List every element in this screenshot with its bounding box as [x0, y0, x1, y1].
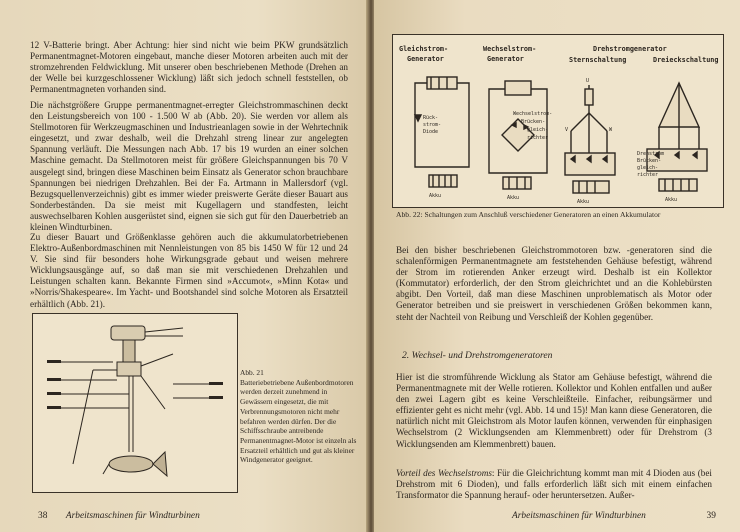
left-paragraph-1: 12 V-Batterie bringt. Aber Achtung: hier sind nicht wie beim PKW grundsätzlich Permanentmagnet-Motoren eingebaut, manche dieser Motoren arbeiten auch mit der stromzehrenden Feldwicklung. Mit unserer oben beschriebenen Methode (Drehen an der Welle bei kurzgeschlossener Wicklung) läßt sich jedoch schnell feststellen, ob Permanentmagneten vorhanden sind. — [30, 40, 348, 95]
abb21-caption-text: Batteriebetriebene Außenbordmotoren werden derzeit zunehmend in Gewässern eingesetzt, die mit Verbrennungsmotoren nicht mehr befahren werden dürfen. Der die Schiffsschraube antreibende Permanentmagnet-Motor ist einzeln als Ersatzteil erhältlich und gut als kleiner Windgenerator geeignet. — [240, 377, 357, 465]
section-heading: 2. Wechsel- und Drehstromgeneratoren — [402, 350, 553, 361]
label-3ph-bridge-3: gleich- — [637, 165, 659, 171]
star-label-w: W — [609, 127, 613, 133]
last-paragraph-text: : Für die Gleichrichtung kommt man mit 4 Dioden aus (bei Drehstrom mit 6 Dioden), und falls erforderlich läßt sich mit einem einfachen Transformator die Spannung herauf- oder heruntersetzen. Außer- — [396, 468, 712, 501]
lead-in: Vorteil des Wechselstroms — [396, 468, 492, 478]
outboard-motor-drawing — [33, 314, 237, 492]
label-reverse-diode-1: Rück- — [423, 115, 439, 121]
right-paragraph-2: Hier ist die stromführende Wicklung als Stator am Gehäuse befestigt, während die Permanentmagnete mit der Welle rotieren. Kollektor und Kohlen entfallen und außer den zwei Lagern gibt es keine Verschleißteile. Einfacher, reibungsärmer und effizienter geht es nicht mehr (vgl. Abb. 14 und 15)! Man kann diese Generatoren, die natürlich nicht mit Gleichstrom als Motor laufen können, verwenden für einphasigen Wechselstrom (2 Wicklungsenden am Klemmenbrett) oder für Drehstrom (3 Wicklungsenden am Klemmenbrett) bauen. — [396, 372, 712, 449]
left-footer — [38, 511, 200, 521]
right-footer — [512, 511, 716, 521]
abb22-caption: Abb. 22: Schaltungen zum Anschluß verschiedener Generatoren an einen Akkumulator — [396, 210, 661, 219]
left-page-number: 38 — [38, 511, 48, 521]
generator-circuits-figure — [392, 34, 724, 208]
label-3ph-bridge-4: richter — [637, 172, 659, 178]
star-label-u: U — [586, 78, 590, 84]
right-running-title: Arbeitsmaschinen für Windturbinen — [512, 511, 646, 521]
label-ac-generator-1: Wechselstrom- — [483, 45, 537, 53]
label-reverse-diode-2: strom- — [423, 122, 442, 128]
left-page — [0, 0, 368, 532]
label-star: Sternschaltung — [569, 56, 627, 64]
outboard-motor-figure — [32, 313, 238, 493]
left-running-title: Arbeitsmaschinen für Windturbinen — [65, 511, 200, 521]
label-akku-2: Akku — [507, 195, 520, 201]
label-dc-generator-2: Generator — [407, 55, 444, 63]
label-3ph-bridge-2: Brücken- — [637, 158, 662, 164]
right-page-number: 39 — [706, 511, 716, 521]
right-paragraph-1: Bei den bisher beschriebenen Gleichstrommotoren bzw. -generatoren sind die schalenförmigen Permanentmagnete am feststehenden Gehäuse befestigt, während der Strom im rotierenden Anker erzeugt wird. Deshalb ist ein Kollektor (Kommutator) erforderlich, der den Strom gleichrichtet und an die Kohlebürsten abgibt. Den Vorteil, daß man diese Maschinen unproblematisch als Motor oder Generator betreiben und sie preiswert in verschiedenen Größen bekommen kann, steht der Nachteil von Reibung und Verschleiß der Kohlen gegenüber. — [396, 245, 712, 322]
star-circuit — [565, 85, 615, 193]
star-label-v: V — [565, 127, 569, 133]
label-ac-generator-2: Generator — [487, 55, 524, 63]
label-three-phase: Drehstromgenerator — [593, 45, 667, 53]
label-3ph-bridge-1: Drehstrom — [637, 151, 665, 157]
left-paragraph-3: Zu dieser Bauart und Größenklasse gehören auch die akkumulatorbetriebenen Elektro-Außenbordmaschinen mit Nennleistungen von 85 bis 1450 W für 12 und 24 V. Sie sind für besonders hohe Wirkungsgrade gebaut und weisen mehrere Wicklungsausgänge auf, so daß man sie mit verschiedenen Drehzahlen und Leistungen schalten kann. Bekannte Firmen sind »Accumot«, »Minn Kota« und »Norris/Shakespeare«. Im Yacht- und Bootshandel sind solche Motoren als Ersatzteil erhältlich (Abb. 21). — [30, 232, 348, 309]
label-akku-1: Akku — [429, 193, 442, 199]
label-reverse-diode-3: Diode — [423, 129, 439, 135]
right-paragraph-3 — [396, 468, 712, 501]
label-ac-bridge-4: richter — [527, 135, 549, 141]
label-akku-4: Akku — [665, 197, 678, 203]
abb21-caption-title: Abb. 21 — [240, 368, 264, 377]
generator-circuits-diagram — [393, 35, 723, 207]
left-paragraph-2: Die nächstgrößere Gruppe permanentmagnet-erregter Gleichstrommaschinen deckt den Leistungsbereich von 100 - 1.500 W ab (Abb. 20). Sie werden vor allem als Stellmotoren für Werkzeugmaschinen und Industrieanlagen sowie in der Wehrtechnik eingesetzt, und zwar deshalb, weil die Drehzahl streng linear zur angelegten Spannung verläuft. Die Messungen nach Abb. 17 bis 19 wurden an einer solchen Maschine gemacht. Da Stellmotoren meist für größere Gleichspannungen bis 70 V ausgelegt sind, bringen diese Maschinen beim Einsatz als Generator schon brauchbare Spannungen bei niedrigen Drehzahlen. Bei der Fa. Artmann in Mallersdorf (vgl. Bezugsquellenverzeichnis) gibt es immer wieder preiswerte Geräte dieser Bauart aus Sonderbeständen. Da sie meist mit Kugellagern und standfesten, leicht auswechselbaren Kohlen ausgerüstet sind, eignen sie sich gut für den Dauerbetrieb an kleinen Windturbinen. — [30, 100, 348, 233]
label-delta: Dreieckschaltung — [653, 56, 719, 64]
label-ac-bridge-2: Brücken- — [521, 119, 546, 125]
label-dc-generator-1: Gleichstrom- — [399, 45, 449, 53]
label-akku-3: Akku — [577, 199, 590, 205]
label-ac-bridge-1: Wechselstrom- — [513, 111, 553, 117]
abb21-caption — [240, 368, 360, 465]
label-ac-bridge-3: gleich- — [527, 127, 549, 133]
right-page — [374, 0, 740, 532]
